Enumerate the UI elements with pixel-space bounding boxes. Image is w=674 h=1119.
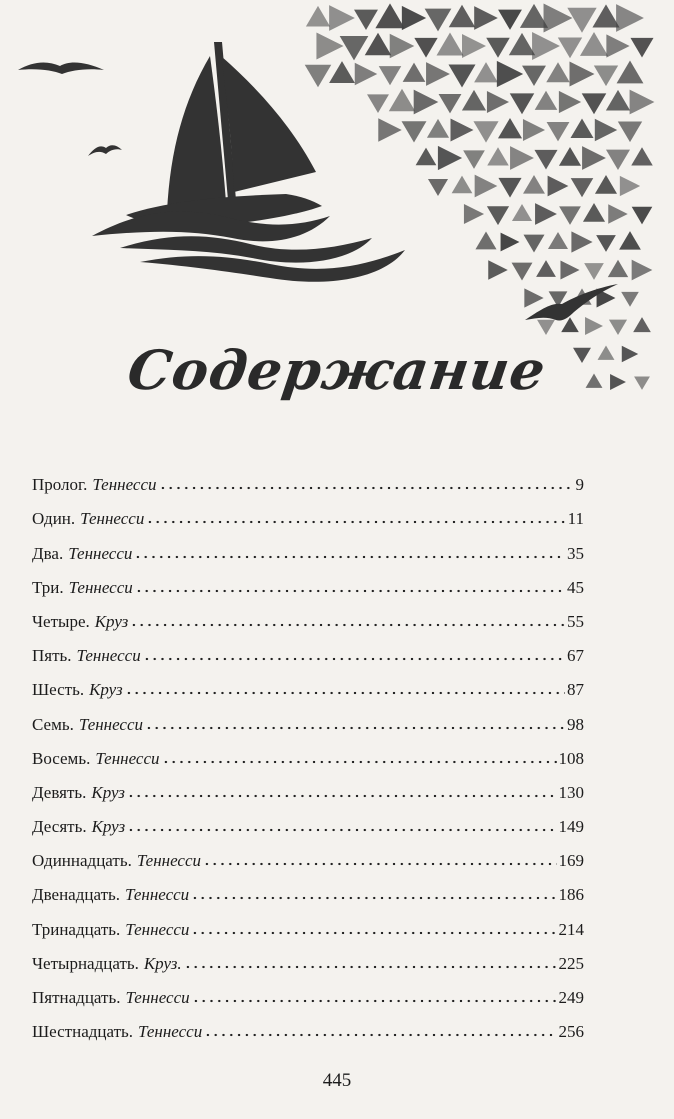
toc-chapter-label: Семь. (32, 714, 74, 734)
triangle-mark (535, 203, 557, 225)
toc-chapter-label: Тринадцать. (32, 919, 121, 939)
triangle-mark (462, 34, 486, 58)
toc-entry (32, 1006, 584, 1040)
toc-entry (32, 972, 584, 1006)
triangle-mark (583, 203, 605, 222)
triangle-mark (596, 235, 616, 252)
triangle-mark (532, 32, 560, 60)
toc-pov-label: Теннесси (95, 748, 160, 768)
toc-entry (32, 869, 584, 903)
triangle-mark (375, 3, 404, 28)
triangle-mark (509, 33, 535, 55)
toc-dot-leader (127, 828, 556, 832)
toc-pov-label: Теннесси (138, 1022, 203, 1042)
toc-pov-label: Теннесси (68, 577, 133, 597)
toc-entry (32, 596, 584, 630)
triangle-mark (595, 175, 617, 194)
triangle-mark (522, 66, 546, 86)
toc-entry (32, 527, 584, 561)
toc-entry (32, 938, 584, 972)
toc-chapter-label: Двенадцать. (32, 885, 120, 905)
toc-dot-leader (125, 691, 565, 695)
toc-dot-leader (145, 726, 565, 730)
toc-page-number: 87 (567, 680, 584, 700)
toc-page-number: 9 (575, 475, 584, 495)
triangle-mark (630, 90, 655, 115)
toc-dot-leader (143, 657, 565, 661)
triangle-mark (619, 231, 641, 249)
triangle-mark (475, 231, 496, 249)
seagull-icon (88, 145, 122, 156)
triangle-mark (510, 93, 534, 114)
triangle-mark (402, 6, 426, 30)
triangle-mark (425, 9, 452, 32)
triangle-mark (498, 178, 521, 198)
toc-chapter-label: Десять. (32, 817, 87, 837)
toc-dot-leader (127, 794, 557, 798)
toc-pov-label: Теннесси (76, 646, 141, 666)
toc-pov-label: Теннесси (125, 919, 190, 939)
toc-dot-leader (159, 486, 574, 490)
triangle-mark (523, 235, 544, 253)
triangle-mark (475, 175, 498, 198)
triangle-mark (630, 38, 653, 58)
toc-chapter-label: Одиннадцать. (32, 851, 132, 871)
triangle-mark (536, 260, 556, 277)
triangle-mark (414, 90, 439, 115)
toc-page-number: 108 (558, 748, 584, 768)
toc-entry (32, 733, 584, 767)
toc-page-number: 186 (558, 885, 584, 905)
toc-page-number: 11 (567, 509, 584, 529)
triangle-mark (534, 150, 557, 170)
toc-entry (32, 459, 584, 493)
toc-entry (32, 630, 584, 664)
triangle-mark (403, 63, 426, 82)
toc-chapter-label: Три. (32, 577, 64, 597)
triangle-mark (498, 118, 522, 138)
triangle-mark (546, 62, 569, 82)
triangle-mark (537, 320, 555, 335)
triangle-mark (580, 32, 608, 56)
triangle-mark (463, 150, 485, 168)
toc-pov-label: Круз (91, 817, 126, 837)
triangle-mark (535, 91, 558, 110)
toc-pov-label: Круз. (143, 953, 182, 973)
triangle-mark (617, 61, 644, 84)
toc-dot-leader (191, 931, 556, 935)
triangle-mark (427, 119, 449, 138)
triangle-mark (571, 231, 592, 252)
toc-pov-label: Теннесси (68, 543, 133, 563)
triangle-mark (547, 122, 570, 141)
triangle-mark (306, 6, 330, 27)
triangle-mark (464, 204, 484, 224)
triangle-mark (365, 33, 392, 56)
triangle-mark (560, 260, 579, 279)
triangle-mark (608, 204, 627, 223)
page-number: 445 (322, 1070, 352, 1091)
triangle-mark (606, 34, 629, 57)
toc-entry (32, 562, 584, 596)
triangle-mark (474, 6, 498, 30)
triangle-mark (439, 94, 462, 113)
toc-entry (32, 903, 584, 937)
triangle-mark (559, 91, 581, 113)
triangle-mark (378, 118, 401, 141)
triangle-mark (367, 94, 389, 113)
toc-entry (32, 698, 584, 732)
triangle-mark (354, 10, 378, 30)
toc-dot-leader (203, 862, 557, 866)
toc-chapter-label: Шестнадцать. (32, 1022, 134, 1042)
triangle-mark (436, 32, 463, 55)
page-title: Содержание (123, 338, 551, 402)
toc-page-number: 45 (567, 577, 584, 597)
toc-page-number: 149 (558, 817, 584, 837)
toc-pov-label: Теннесси (80, 509, 145, 529)
toc-pov-label: Круз (94, 611, 129, 631)
triangle-mark (305, 65, 332, 88)
triangle-mark (438, 146, 462, 170)
toc-entry (32, 493, 584, 527)
toc-entry (32, 767, 584, 801)
triangle-mark (390, 34, 415, 59)
toc-chapter-label: Четыре. (32, 611, 90, 631)
triangle-mark (416, 148, 437, 166)
triangle-mark (606, 150, 630, 170)
triangle-mark (450, 118, 473, 141)
triangle-mark (571, 178, 594, 197)
toc-chapter-label: Пролог. (32, 475, 88, 495)
triangle-mark (582, 93, 607, 114)
triangle-mark (631, 147, 653, 165)
toc-chapter-label: Шесть. (32, 680, 85, 700)
triangle-mark (512, 263, 533, 281)
triangle-mark (620, 176, 640, 196)
toc-page-number: 169 (558, 851, 584, 871)
toc-dot-leader (130, 623, 565, 627)
toc-page-number: 225 (558, 953, 584, 973)
triangle-mark (497, 61, 523, 87)
toc-page-number: 214 (558, 919, 584, 939)
toc-entry (32, 664, 584, 698)
toc-chapter-label: Один. (32, 509, 76, 529)
triangle-mark (379, 66, 402, 85)
triangle-mark (487, 91, 509, 113)
toc-page-number: 98 (567, 714, 584, 734)
toc-dot-leader (184, 965, 557, 969)
triangle-mark (473, 121, 498, 142)
triangle-pattern (305, 3, 655, 390)
toc-dot-leader (135, 589, 565, 593)
triangle-mark (340, 36, 369, 60)
toc-chapter-label: Два. (32, 543, 64, 563)
toc-pov-label: Теннесси (125, 988, 190, 1007)
toc-chapter-label: Пять. (32, 646, 72, 666)
triangle-mark (316, 32, 343, 59)
triangle-mark (621, 292, 639, 307)
triangle-mark (559, 147, 581, 166)
triangle-mark (329, 61, 355, 83)
triangle-mark (609, 320, 627, 335)
triangle-mark (618, 121, 642, 142)
table-of-contents (32, 459, 584, 1040)
triangle-mark (585, 317, 603, 335)
triangle-mark (548, 232, 568, 249)
triangle-mark (426, 62, 450, 86)
triangle-mark (449, 5, 475, 28)
triangle-mark (559, 206, 581, 224)
triangle-mark (524, 288, 543, 307)
toc-page-number: 67 (567, 646, 584, 666)
triangle-mark (608, 260, 628, 277)
triangle-mark (584, 263, 604, 280)
triangle-mark (501, 233, 520, 252)
triangle-mark (448, 65, 475, 88)
triangle-mark (402, 121, 427, 142)
triangle-mark (486, 38, 510, 58)
toc-pov-label: Теннесси (92, 475, 157, 495)
triangle-mark (389, 89, 415, 111)
triangle-mark (616, 4, 644, 32)
toc-entry (32, 801, 584, 835)
toc-dot-leader (162, 760, 557, 764)
toc-dot-leader (146, 520, 565, 524)
toc-pov-label: Круз (89, 680, 123, 700)
triangle-mark (582, 146, 606, 170)
triangle-mark (474, 62, 498, 82)
toc-dot-leader (204, 1033, 556, 1037)
triangle-mark (570, 118, 593, 138)
triangle-mark (488, 260, 507, 279)
triangle-mark (414, 38, 437, 58)
triangle-mark (595, 119, 617, 141)
toc-dot-leader (191, 896, 556, 900)
triangle-mark (428, 179, 448, 196)
toc-pov-label: Теннесси (125, 885, 190, 905)
triangle-mark (594, 65, 618, 86)
triangle-mark (523, 175, 545, 194)
toc-entry (32, 835, 584, 869)
toc-page-number: 249 (558, 988, 584, 1007)
toc-dot-leader (134, 555, 565, 559)
triangle-mark (567, 8, 596, 33)
triangle-mark (510, 146, 534, 170)
triangle-mark (329, 5, 355, 31)
triangle-mark (462, 90, 486, 111)
toc-page-number: 35 (567, 543, 584, 563)
toc-chapter-label: Пятнадцать. (32, 988, 121, 1007)
toc-page-number: 55 (567, 611, 584, 631)
triangle-mark (570, 62, 595, 87)
triangle-mark (523, 119, 545, 141)
toc-chapter-label: Девять. (32, 782, 87, 802)
triangle-mark (548, 176, 569, 197)
triangle-mark (355, 63, 378, 86)
triangle-mark (633, 317, 651, 332)
triangle-mark (512, 204, 532, 221)
toc-page-number: 130 (558, 782, 584, 802)
toc-page-number: 256 (558, 1022, 584, 1042)
triangle-mark (558, 37, 582, 58)
toc-pov-label: Круз (91, 782, 125, 802)
triangle-mark (632, 260, 653, 281)
triangle-mark (487, 206, 509, 225)
triangle-mark (487, 147, 509, 165)
toc-chapter-label: Четырнадцать. (32, 953, 139, 973)
toc-dot-leader (192, 999, 557, 1003)
toc-pov-label: Теннесси (78, 714, 144, 734)
toc-chapter-label: Восемь. (32, 748, 91, 768)
triangle-mark (606, 90, 630, 111)
seagull-icon (18, 63, 104, 74)
triangle-mark (452, 176, 473, 194)
toc-pov-label: Теннесси (136, 851, 201, 871)
triangle-mark (498, 10, 522, 30)
triangle-mark (632, 207, 653, 225)
